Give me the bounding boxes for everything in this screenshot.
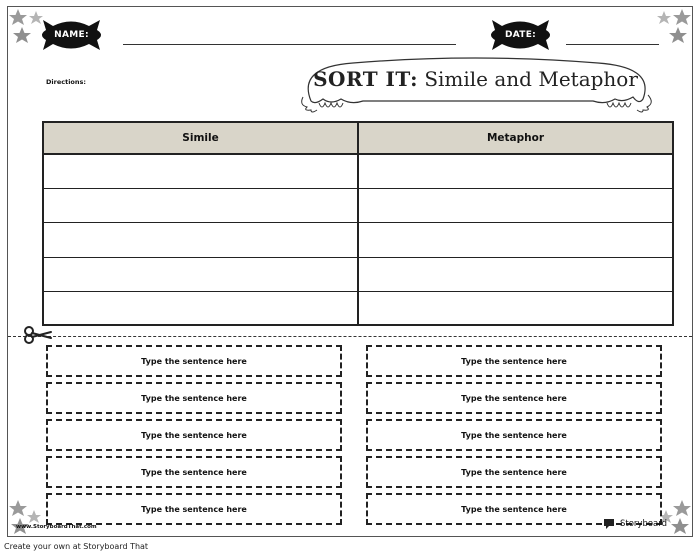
- page-title-bold: SORT IT:: [313, 67, 418, 91]
- sentence-card-left[interactable]: Type the sentence here: [46, 382, 342, 414]
- table-row: [44, 292, 672, 326]
- simile-cell[interactable]: [44, 292, 357, 326]
- star-cluster-icon: [652, 7, 692, 47]
- storyboard-logo-icon: [603, 518, 617, 530]
- sentence-card-left[interactable]: Type the sentence here: [46, 419, 342, 451]
- name-input-line[interactable]: [123, 44, 456, 45]
- directions-label: Directions:: [46, 78, 86, 86]
- column-header-simile: Simile: [182, 132, 219, 144]
- footer-website: www.StoryboardThat.com: [16, 524, 97, 530]
- date-label: DATE:: [504, 30, 537, 40]
- sort-table: [42, 121, 674, 326]
- name-label: NAME:: [54, 30, 89, 40]
- table-row: [44, 155, 672, 189]
- footer-logo: [603, 518, 667, 530]
- date-label-badge: [488, 18, 553, 52]
- metaphor-cell[interactable]: [357, 155, 672, 188]
- sentence-card-right[interactable]: Type the sentence here: [366, 419, 662, 451]
- name-label-badge: [39, 18, 104, 52]
- metaphor-cell[interactable]: [357, 292, 672, 326]
- sentence-card-right[interactable]: Type the sentence here: [366, 456, 662, 488]
- sentence-card-left[interactable]: Type the sentence here: [46, 345, 342, 377]
- cut-line: [8, 336, 692, 337]
- sentence-card-left[interactable]: Type the sentence here: [46, 456, 342, 488]
- simile-cell[interactable]: [44, 223, 357, 256]
- worksheet: [7, 6, 693, 537]
- table-header: [44, 123, 672, 155]
- sentence-card-right[interactable]: Type the sentence here: [366, 493, 662, 525]
- sentence-card-right[interactable]: Type the sentence here: [366, 382, 662, 414]
- title-banner: [293, 57, 658, 117]
- simile-cell[interactable]: [44, 189, 357, 222]
- simile-cell[interactable]: [44, 155, 357, 188]
- credit-text: Create your own at Storyboard That: [4, 542, 149, 551]
- footer-logo-text: Storyboard: [620, 519, 667, 529]
- date-input-line[interactable]: [566, 44, 659, 45]
- scissors-icon: [23, 325, 59, 345]
- page-title-rest: Simile and Metaphor: [424, 67, 638, 91]
- table-row: [44, 189, 672, 223]
- sentence-card-right[interactable]: Type the sentence here: [366, 345, 662, 377]
- table-row: [44, 258, 672, 292]
- column-header-metaphor: Metaphor: [357, 123, 672, 153]
- sentence-card-left[interactable]: Type the sentence here: [46, 493, 342, 525]
- metaphor-cell[interactable]: [357, 189, 672, 222]
- metaphor-cell[interactable]: [357, 258, 672, 291]
- star-cluster-icon: [8, 496, 48, 536]
- page-title: [293, 67, 658, 91]
- simile-cell[interactable]: [44, 258, 357, 291]
- metaphor-cell[interactable]: [357, 223, 672, 256]
- table-row: [44, 223, 672, 257]
